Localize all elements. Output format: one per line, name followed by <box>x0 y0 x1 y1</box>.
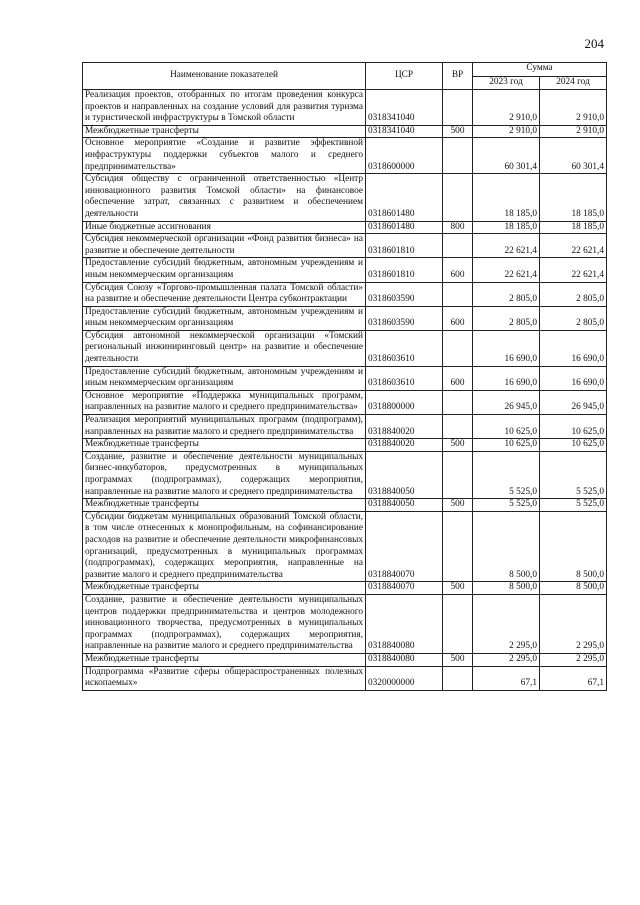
row-sum-2024: 5 525,0 <box>540 451 607 498</box>
row-name: Межбюджетные трансферты <box>83 582 366 595</box>
row-csr: 0318601810 <box>366 258 443 282</box>
row-sum-2023: 10 625,0 <box>473 415 540 439</box>
row-sum-2023: 2 295,0 <box>473 653 540 666</box>
row-sum-2024: 60 301,4 <box>540 138 607 174</box>
table-row <box>83 221 607 234</box>
row-vr: 500 <box>443 499 473 512</box>
row-vr <box>443 138 473 174</box>
header-csr: ЦСР <box>366 63 443 90</box>
row-name: Основное мероприятие «Поддержка муниципальных программ, направленных на развитие малого и среднего предпринимательства» <box>83 390 366 414</box>
row-vr <box>443 415 473 439</box>
row-sum-2024: 22 621,4 <box>540 234 607 258</box>
row-sum-2023: 16 690,0 <box>473 366 540 390</box>
row-sum-2024: 16 690,0 <box>540 366 607 390</box>
table-row <box>83 653 607 666</box>
header-sum: Сумма <box>473 63 607 77</box>
row-sum-2023: 8 500,0 <box>473 511 540 582</box>
row-sum-2024: 10 625,0 <box>540 439 607 452</box>
row-csr: 0318840050 <box>366 451 443 498</box>
row-sum-2024: 16 690,0 <box>540 330 607 366</box>
table-row <box>83 666 607 690</box>
table-row <box>83 499 607 512</box>
row-name: Межбюджетные трансферты <box>83 439 366 452</box>
table-row <box>83 451 607 498</box>
row-csr: 0318603610 <box>366 366 443 390</box>
row-vr <box>443 594 473 653</box>
row-name: Межбюджетные трансферты <box>83 499 366 512</box>
row-name: Субсидия обществу с ограниченной ответственностью «Центр инновационного развития Томской области» на финансовое обеспечение затрат, связанных с развитием и обеспечением деятельности <box>83 174 366 221</box>
row-sum-2023: 5 525,0 <box>473 499 540 512</box>
row-sum-2023: 2 910,0 <box>473 90 540 126</box>
header-year-2024: 2024 год <box>540 76 607 90</box>
table-body <box>83 90 607 691</box>
row-sum-2024: 8 500,0 <box>540 582 607 595</box>
row-csr: 0318840020 <box>366 415 443 439</box>
row-sum-2023: 67,1 <box>473 666 540 690</box>
row-name: Подпрограмма «Развитие сферы общераспространенных полезных ископаемых» <box>83 666 366 690</box>
table-row <box>83 125 607 138</box>
row-sum-2023: 22 621,4 <box>473 258 540 282</box>
row-name: Межбюджетные трансферты <box>83 653 366 666</box>
table-row <box>83 330 607 366</box>
row-sum-2023: 10 625,0 <box>473 439 540 452</box>
row-sum-2023: 2 805,0 <box>473 306 540 330</box>
row-name: Предоставление субсидий бюджетным, автономным учреждениям и иным некоммерческим организациям <box>83 306 366 330</box>
row-csr: 0318341040 <box>366 125 443 138</box>
row-name: Предоставление субсидий бюджетным, автономным учреждениям и иным некоммерческим организациям <box>83 258 366 282</box>
row-sum-2024: 2 910,0 <box>540 90 607 126</box>
header-vr: ВР <box>443 63 473 90</box>
table-row <box>83 282 607 306</box>
row-vr <box>443 174 473 221</box>
row-name: Иные бюджетные ассигнования <box>83 221 366 234</box>
table-row <box>83 90 607 126</box>
row-sum-2023: 60 301,4 <box>473 138 540 174</box>
row-csr: 0318600000 <box>366 138 443 174</box>
row-csr: 0318603610 <box>366 330 443 366</box>
row-csr: 0318840020 <box>366 439 443 452</box>
row-sum-2023: 2 295,0 <box>473 594 540 653</box>
row-vr: 800 <box>443 221 473 234</box>
header-name: Наименование показателей <box>83 63 366 90</box>
row-csr: 0318601480 <box>366 174 443 221</box>
row-sum-2024: 2 805,0 <box>540 282 607 306</box>
row-csr: 0318840070 <box>366 511 443 582</box>
row-csr: 0318840050 <box>366 499 443 512</box>
row-vr <box>443 390 473 414</box>
row-vr <box>443 666 473 690</box>
row-sum-2024: 5 525,0 <box>540 499 607 512</box>
row-sum-2023: 18 185,0 <box>473 221 540 234</box>
row-sum-2024: 2 910,0 <box>540 125 607 138</box>
row-name: Субсидия автономной некоммерческой организации «Томский региональный инжиниринговый центр» на развитие и обеспечение деятельности <box>83 330 366 366</box>
table-row <box>83 234 607 258</box>
row-sum-2024: 2 805,0 <box>540 306 607 330</box>
row-name: Создание, развитие и обеспечение деятельности муниципальных бизнес-инкубаторов, предусмотренных в муниципальных программах (подпрограммах), содержащих мероприятия, направленные на развитие малого и среднего предпринимательства <box>83 451 366 498</box>
row-csr: 0318800000 <box>366 390 443 414</box>
row-sum-2023: 2 805,0 <box>473 282 540 306</box>
row-sum-2024: 10 625,0 <box>540 415 607 439</box>
row-vr: 600 <box>443 306 473 330</box>
row-name: Межбюджетные трансферты <box>83 125 366 138</box>
row-vr <box>443 234 473 258</box>
row-vr <box>443 282 473 306</box>
row-sum-2023: 5 525,0 <box>473 451 540 498</box>
table-row <box>83 366 607 390</box>
row-name: Создание, развитие и обеспечение деятельности муниципальных центров поддержки предпринимательства и центров молодежного инновационного творчества, предусмотренных в муниципальных программах (подпрограммах), содержащих мероприятия, направленные на развитие малого и среднего предпринимательства <box>83 594 366 653</box>
row-vr: 600 <box>443 258 473 282</box>
row-vr <box>443 511 473 582</box>
table-row <box>83 511 607 582</box>
row-sum-2023: 18 185,0 <box>473 174 540 221</box>
row-csr: 0318601480 <box>366 221 443 234</box>
row-vr: 500 <box>443 653 473 666</box>
row-vr <box>443 330 473 366</box>
row-csr: 0318601810 <box>366 234 443 258</box>
table-row <box>83 174 607 221</box>
row-name: Субсидия Союзу «Торгово-промышленная палата Томской области» на развитие и обеспечение деятельности Центра субконтрактации <box>83 282 366 306</box>
row-sum-2023: 26 945,0 <box>473 390 540 414</box>
header-year-2023: 2023 год <box>473 76 540 90</box>
budget-table <box>82 62 607 691</box>
row-vr: 600 <box>443 366 473 390</box>
row-name: Предоставление субсидий бюджетным, автономным учреждениям и иным некоммерческим организациям <box>83 366 366 390</box>
row-csr: 0318840080 <box>366 653 443 666</box>
row-vr: 500 <box>443 125 473 138</box>
row-sum-2024: 26 945,0 <box>540 390 607 414</box>
row-sum-2023: 22 621,4 <box>473 234 540 258</box>
row-sum-2024: 2 295,0 <box>540 653 607 666</box>
row-sum-2024: 2 295,0 <box>540 594 607 653</box>
row-name: Реализация мероприятий муниципальных программ (подпрограмм), направленных на развитие малого и среднего предпринимательства <box>83 415 366 439</box>
row-csr: 0318603590 <box>366 306 443 330</box>
row-sum-2023: 8 500,0 <box>473 582 540 595</box>
page-number: 204 <box>584 36 604 51</box>
row-name: Основное мероприятие «Создание и развитие эффективной инфраструктуры поддержки субъектов малого и среднего предпринимательства» <box>83 138 366 174</box>
table-row <box>83 138 607 174</box>
row-sum-2024: 22 621,4 <box>540 258 607 282</box>
row-vr: 500 <box>443 582 473 595</box>
table-row <box>83 306 607 330</box>
row-sum-2024: 8 500,0 <box>540 511 607 582</box>
row-csr: 0320000000 <box>366 666 443 690</box>
row-csr: 0318603590 <box>366 282 443 306</box>
row-csr: 0318840070 <box>366 582 443 595</box>
row-name: Реализация проектов, отобранных по итогам проведения конкурса проектов и направленных на создание условий для развития туризма и туристической инфраструктуры в Томской области <box>83 90 366 126</box>
row-vr <box>443 90 473 126</box>
row-sum-2023: 2 910,0 <box>473 125 540 138</box>
row-name: Субсидия некоммерческой организации «Фонд развития бизнеса» на развитие и обеспечение деятельности <box>83 234 366 258</box>
table-row <box>83 258 607 282</box>
row-csr: 0318840080 <box>366 594 443 653</box>
row-csr: 0318341040 <box>366 90 443 126</box>
row-vr: 500 <box>443 439 473 452</box>
table-row <box>83 594 607 653</box>
table-row <box>83 582 607 595</box>
row-name: Субсидии бюджетам муниципальных образований Томской области, в том числе отнесенных к монопрофильным, на софинансирование расходов на развитие и обеспечение деятельности микрофинансовых организаций, предусмотренных в муниципальных программах (подпрограммах), содержащих мероприятия, направленные на развитие малого и среднего предпринимательства <box>83 511 366 582</box>
row-sum-2024: 18 185,0 <box>540 174 607 221</box>
row-sum-2024: 67,1 <box>540 666 607 690</box>
row-sum-2023: 16 690,0 <box>473 330 540 366</box>
table-row <box>83 439 607 452</box>
row-sum-2024: 18 185,0 <box>540 221 607 234</box>
row-vr <box>443 451 473 498</box>
table-row <box>83 390 607 414</box>
table-row <box>83 415 607 439</box>
